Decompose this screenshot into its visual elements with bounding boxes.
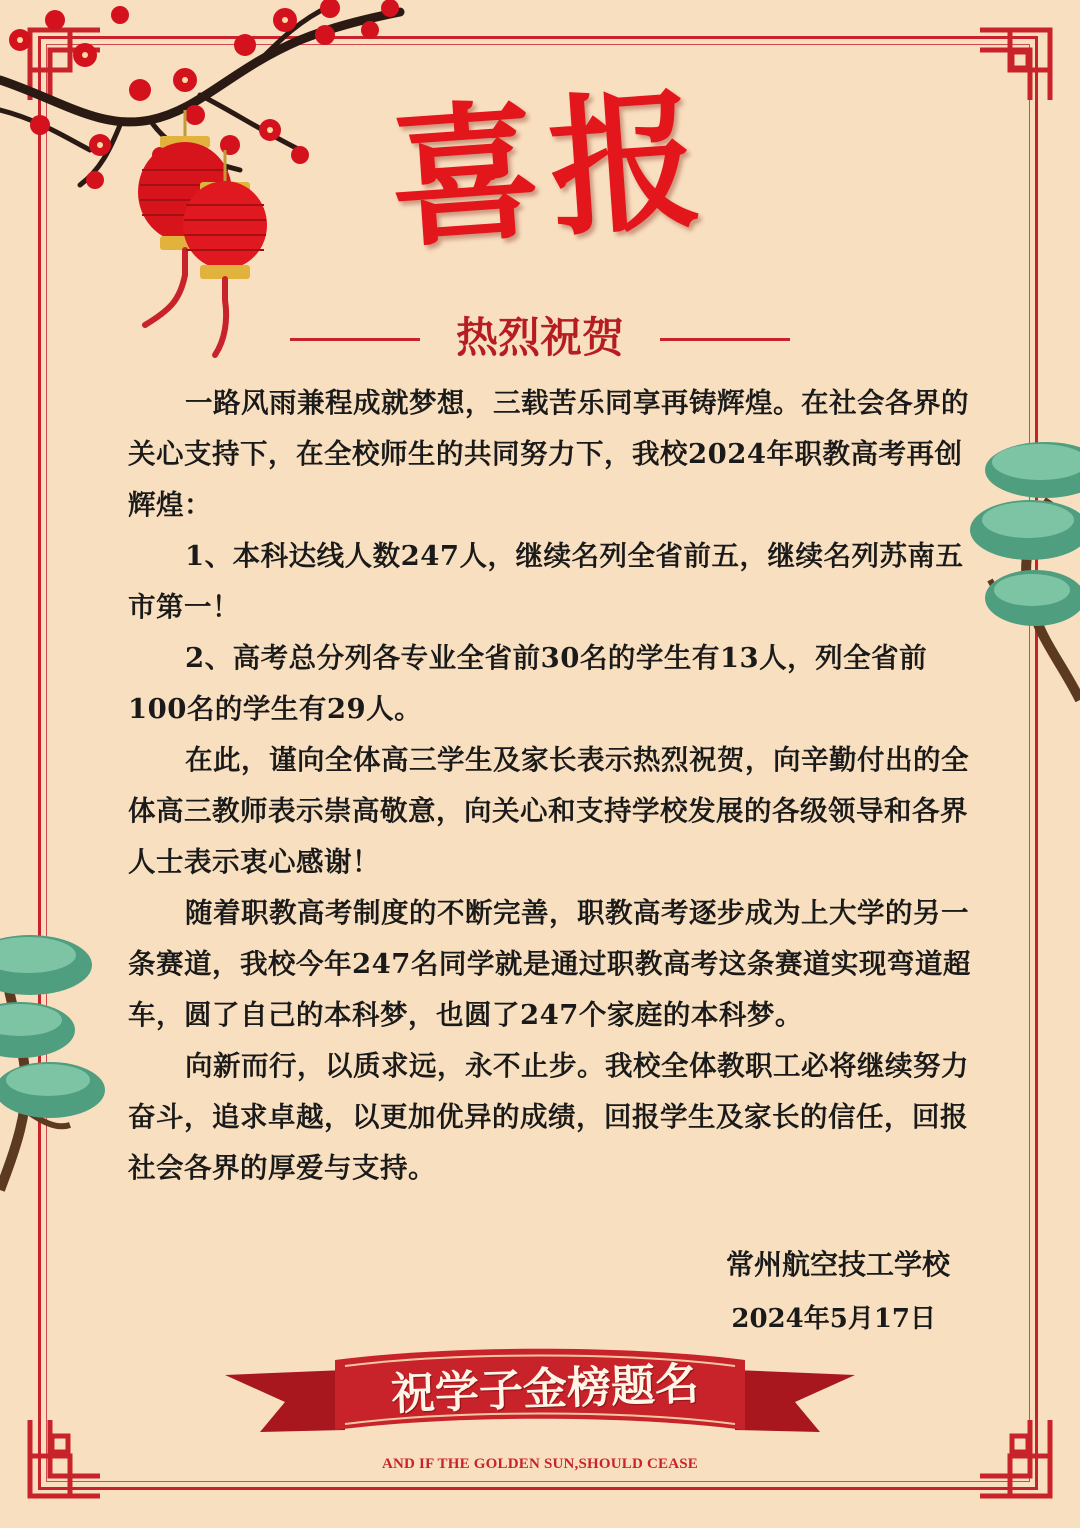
fret-corner-ornament-icon [980, 30, 1050, 100]
poster-subtitle: 热烈祝贺 [455, 313, 624, 362]
paragraph-intro: 一路风雨兼程成就梦想，三载苦乐同享再铸辉煌。在社会各界的关心支持下，在全校师生的共同努力下，我校2024年职教高考再创辉煌： [128, 387, 969, 521]
subtitle-divider-left [290, 338, 420, 341]
paragraph-result-1: 1、本科达线人数247人，继续名列全省前五，继续名列苏南五市第一！ [128, 540, 964, 623]
issue-date: 2024年5月17日 [731, 1304, 936, 1334]
subtitle-row [290, 308, 790, 368]
paragraph-closing: 向新而行，以质求远，永不止步。我校全体教职工必将继续努力奋斗，追求卓越，以更加优异的成绩，回报学生及家长的信任，回报社会各界的厚爱与支持。 [128, 1050, 969, 1184]
ribbon-slogan: 祝学子金榜题名 [390, 1358, 700, 1421]
footer-caption: AND IF THE GOLDEN SUN,SHOULD CEASE [381, 1456, 699, 1472]
fret-corner-ornament-icon [980, 1420, 1050, 1496]
subtitle-divider-right [660, 338, 790, 341]
pine-tree-icon [970, 442, 1080, 700]
signature-block [726, 1240, 950, 1344]
school-name: 常州航空技工学校 [725, 1248, 950, 1281]
pine-tree-icon [0, 935, 105, 1190]
paragraph-context: 随着职教高考制度的不断完善，职教高考逐步成为上大学的另一条赛道，我校今年247名同学就是通过职教高考这条赛道实现弯道超车，圆了自己的本科梦，也圆了247个家庭的本科梦。 [128, 897, 971, 1031]
paragraph-thanks: 在此，谨向全体高三学生及家长表示热烈祝贺，向辛勤付出的全体高三教师表示崇高敬意，向关心和支持学校发展的各级领导和各界人士表示衷心感谢！ [128, 744, 969, 878]
paragraph-result-2: 2、高考总分列各专业全省前30名的学生有13人，列全省前100名的学生有29人。 [128, 642, 928, 725]
fret-corner-ornament-icon [30, 1420, 100, 1496]
announcement-body [128, 378, 980, 1194]
poster-title: 喜报 [384, 71, 716, 269]
